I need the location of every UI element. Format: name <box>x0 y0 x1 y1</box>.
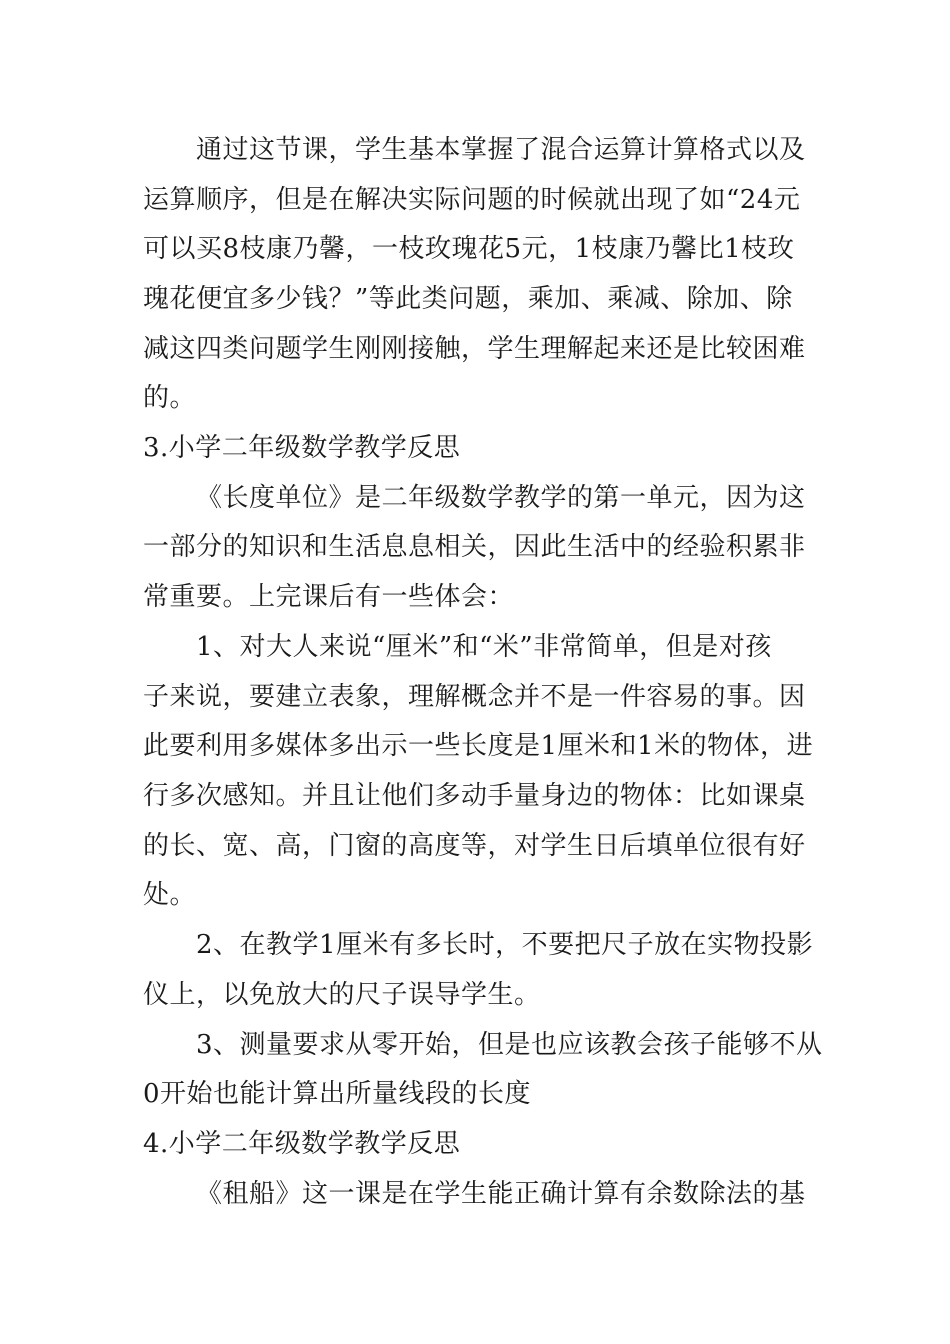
paragraph-line: 瑰花便宜多少钱？”等此类问题，乘加、乘减、除加、除 <box>143 284 793 314</box>
paragraph-line: 此要利用多媒体多出示一些长度是1厘米和1米的物体，进 <box>143 731 814 761</box>
paragraph-line: 仪上，以免放大的尺子误导学生。 <box>143 980 541 1010</box>
paragraph-line: 1、对大人来说“厘米”和“米”非常简单，但是对孩 <box>196 632 772 662</box>
paragraph-line: 运算顺序，但是在解决实际问题的时候就出现了如“24元 <box>143 185 801 215</box>
section-heading: 4.小学二年级数学教学反思 <box>143 1129 461 1159</box>
paragraph-line: 通过这节课，学生基本掌握了混合运算计算格式以及 <box>196 135 806 165</box>
paragraph-line: 3、测量要求从零开始，但是也应该教会孩子能够不从 <box>196 1030 823 1060</box>
paragraph-line: 子来说，要建立表象，理解概念并不是一件容易的事。因 <box>143 682 806 712</box>
paragraph-line: 减这四类问题学生刚刚接触，学生理解起来还是比较困难 <box>143 334 806 364</box>
paragraph-line: 0开始也能计算出所量线段的长度 <box>143 1079 532 1109</box>
paragraph-line: 的长、宽、高，门窗的高度等，对学生日后填单位很有好 <box>143 831 806 861</box>
paragraph-line: 一部分的知识和生活息息相关，因此生活中的经验积累非 <box>143 532 806 562</box>
paragraph-line: 《长度单位》是二年级数学教学的第一单元，因为这 <box>196 483 806 513</box>
paragraph-line: 《租船》这一课是在学生能正确计算有余数除法的基 <box>196 1179 806 1209</box>
paragraph-line: 可以买8枝康乃馨，一枝玫瑰花5元，1枝康乃馨比1枝玫 <box>143 234 795 264</box>
paragraph-line: 常重要。上完课后有一些体会： <box>143 582 515 612</box>
paragraph-line: 行多次感知。并且让他们多动手量身边的物体：比如课桌 <box>143 781 806 811</box>
section-heading: 3.小学二年级数学教学反思 <box>143 433 461 463</box>
paragraph-line: 处。 <box>143 880 197 910</box>
paragraph-line: 的。 <box>143 383 197 413</box>
paragraph-line: 2、在教学1厘米有多长时，不要把尺子放在实物投影 <box>196 930 814 960</box>
